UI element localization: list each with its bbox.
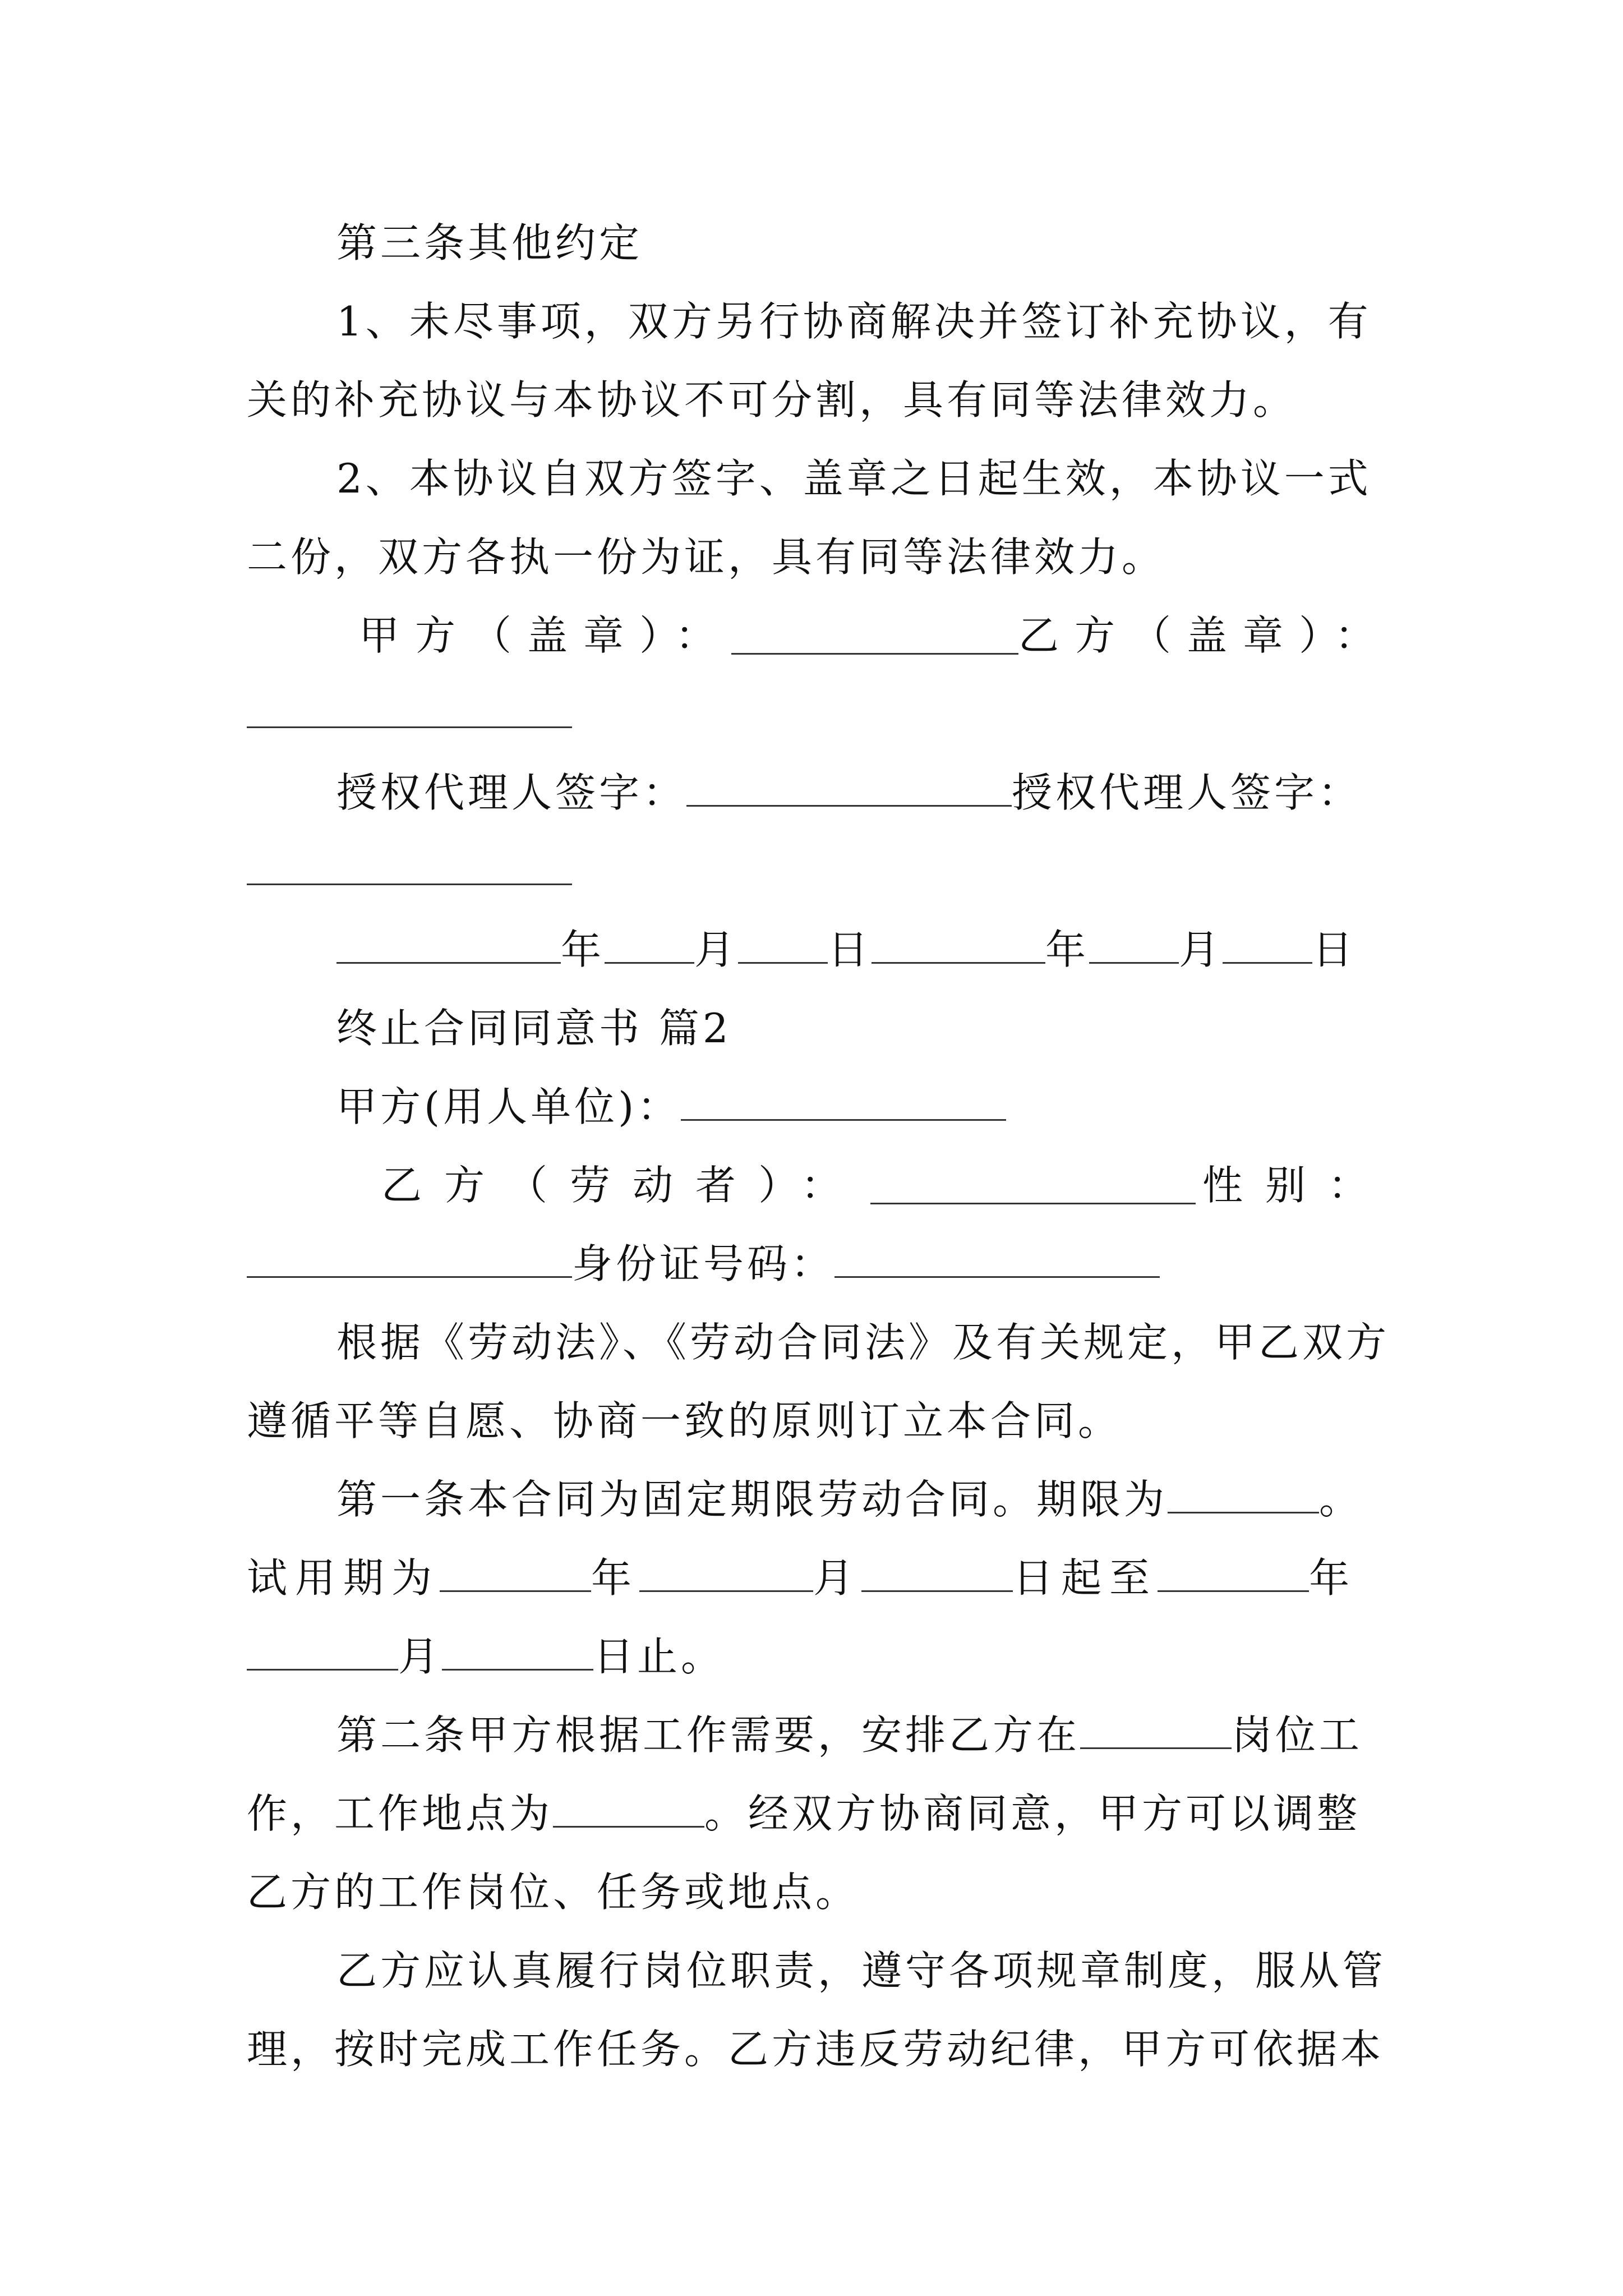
article-two-end: 岗位工 [1232, 1711, 1363, 1759]
workplace-label: 作，工作地点为 [247, 1790, 554, 1837]
id-line [247, 1233, 1391, 1295]
paragraph-line: 乙方应认真履行岗位职责，遵守各项规章制度，服从管 [336, 1947, 1387, 1994]
paragraph-line: 1、未尽事项，双方另行协商解决并签订补充协议，有 [336, 298, 1372, 345]
article-three-heading: 第三条其他约定 [336, 219, 643, 266]
id-number-blank [834, 1240, 1160, 1278]
month-b-blank [1089, 926, 1179, 964]
probation-year-blank [440, 1554, 591, 1592]
workplace-line [247, 1783, 1391, 1844]
day-a-blank [738, 926, 828, 964]
worker-label: 乙方（劳动者）： [381, 1162, 864, 1209]
seal-continuation [247, 683, 1391, 745]
agent-sign-a-blank [686, 769, 1012, 807]
party-b-seal-blank [247, 691, 572, 728]
probation-month2-blank [247, 1633, 398, 1671]
paragraph-line: 2、本协议自双方签字、盖章之日起生效，本协议一式 [336, 455, 1372, 502]
probation-year2-blank [1158, 1554, 1309, 1592]
article-one-line [247, 1469, 1391, 1530]
probation-end-line [247, 1626, 1391, 1687]
employer-label: 甲方(用人单位)： [336, 1083, 681, 1130]
article-two-line [247, 1704, 1391, 1766]
year-b-label: 年 [1045, 926, 1090, 973]
workplace-blank [553, 1790, 704, 1828]
day-b-blank [1223, 926, 1312, 964]
year-b-blank [872, 926, 1045, 964]
agent-sign-b-label: 授权代理人签字： [1012, 769, 1362, 816]
party-a-seal-label: 甲方（盖章）： [359, 612, 732, 659]
paragraph-line: 关的补充协议与本协议不可分割，具有同等法律效力。 [247, 376, 1297, 424]
worker-blank [870, 1167, 1196, 1204]
article-one-end: 。 [1319, 1476, 1363, 1523]
article-two-text: 第二条甲方根据工作需要，安排乙方在 [336, 1711, 1081, 1759]
date-line [247, 919, 1391, 981]
probation-year-label: 年 [591, 1554, 640, 1602]
probation-year2-label: 年 [1309, 1554, 1358, 1602]
probation-line [247, 1547, 1391, 1609]
gender-label: 性别： [1202, 1162, 1391, 1209]
agent-sign-line [247, 762, 1391, 823]
term-blank [1168, 1476, 1319, 1513]
party-a-seal-blank [731, 617, 1018, 655]
probation-day-blank [861, 1554, 1013, 1592]
probation-day2-blank [442, 1633, 593, 1671]
agent-sign-continuation [247, 840, 1391, 902]
employer-line [247, 1076, 1391, 1138]
agent-sign-a-label: 授权代理人签字： [336, 769, 687, 816]
paragraph-line: 二份，双方各执一份为证，具有同等法律效力。 [247, 533, 1166, 581]
id-number-label: 身份证号码： [572, 1240, 835, 1287]
probation-label: 试用期为 [247, 1554, 440, 1602]
seal-line [247, 605, 1391, 666]
probation-end-label: 日止。 [593, 1633, 725, 1680]
worker-line [247, 1154, 1391, 1216]
article-one-text: 第一条本合同为固定期限劳动合同。期限为 [336, 1476, 1168, 1523]
probation-month-label: 月 [813, 1554, 862, 1602]
month-b-label: 月 [1179, 926, 1223, 973]
year-a-blank [336, 926, 561, 964]
year-a-label: 年 [561, 926, 605, 973]
day-b-label: 日 [1312, 926, 1357, 973]
section-heading: 终止合同同意书 篇2 [336, 1005, 732, 1052]
month-a-label: 月 [694, 926, 739, 973]
paragraph-line: 根据《劳动法》、《劳动合同法》及有关规定，甲乙双方 [336, 1319, 1390, 1366]
gender-blank [247, 1240, 572, 1278]
employer-blank [681, 1083, 1006, 1121]
agent-sign-b-blank [247, 848, 572, 885]
probation-month-blank [639, 1554, 813, 1592]
probation-from-label: 日起至 [1013, 1554, 1158, 1602]
party-b-seal-label: 乙方（盖章）： [1018, 612, 1391, 659]
probation-month2-label: 月 [398, 1633, 442, 1680]
day-a-label: 日 [828, 926, 872, 973]
paragraph-line: 理，按时完成工作任务。乙方违反劳动纪律，甲方可依据本 [247, 2026, 1385, 2073]
workplace-end: 。经双方协商同意，甲方可以调整 [704, 1790, 1361, 1837]
paragraph-line: 乙方的工作岗位、任务或地点。 [247, 1869, 860, 1916]
post-blank [1080, 1711, 1232, 1749]
month-a-blank [605, 926, 694, 964]
paragraph-line: 遵循平等自愿、协商一致的原则订立本合同。 [247, 1397, 1122, 1444]
